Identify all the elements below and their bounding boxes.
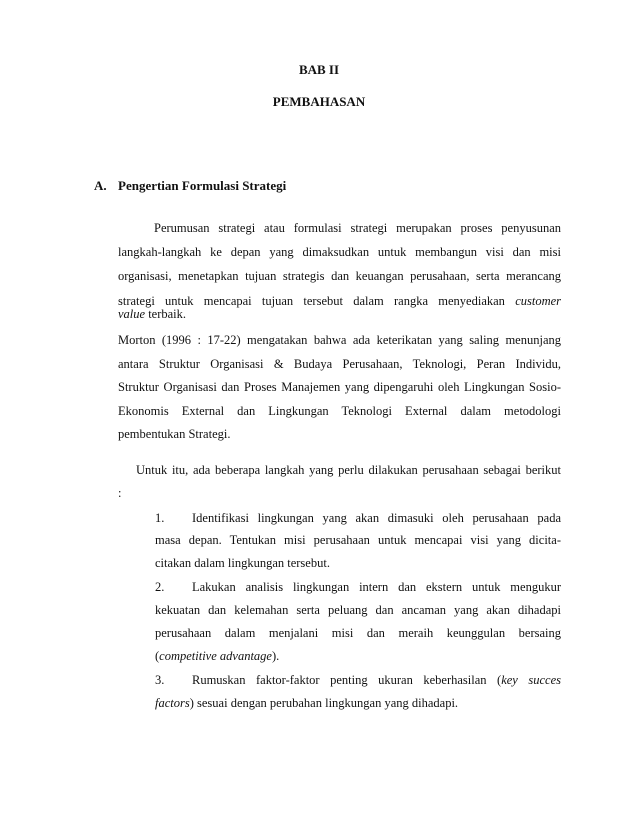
list-item-3-line-2: factors) sesuai dengan perubahan lingkungan yang dihadapi. <box>155 696 459 710</box>
para1-line-5: value terbaik. <box>118 307 187 321</box>
list-item-2-line-3: perusahaan dalam menjalani misi dan meraih keunggulan bersaing <box>155 626 561 640</box>
para2-line-5: pembentukan Strategi. <box>118 427 231 441</box>
chapter-title: PEMBAHASAN <box>272 94 366 109</box>
list-item-1-line-3: citakan dalam lingkungan tersebut. <box>155 556 330 570</box>
list-item-2-line-1: 2. Lakukan analisis lingkungan intern dan ekstern untuk mengukur <box>155 580 561 594</box>
list-item-2-line-4: (competitive advantage). <box>155 649 280 663</box>
para1-line-1: Perumusan strategi atau formulasi strategi merupakan proses penyusunan <box>154 221 561 235</box>
chapter-number: BAB II <box>298 62 340 77</box>
section-letter: A. <box>94 178 107 193</box>
section-title: Pengertian Formulasi Strategi <box>118 178 287 193</box>
para1-line-3: organisasi, menetapkan tujuan strategis dan keuangan perusahaan, serta merancang <box>118 269 561 283</box>
para2-line-3: Struktur Organisasi dan Proses Manajemen yang dipengaruhi oleh Lingkungan Sosio- <box>118 380 561 394</box>
para3-line-1: Untuk itu, ada beberapa langkah yang perlu dilakukan perusahaan sebagai berikut <box>136 463 561 477</box>
list-item-3-line-1: 3. Rumuskan faktor-faktor penting ukuran keberhasilan (key succes <box>155 673 561 687</box>
list-item-2-line-2: kekuatan dan kelemahan serta peluang dan ancaman yang akan dihadapi <box>155 603 561 617</box>
para3-line-2: : <box>118 486 122 500</box>
list-item-3-number: 3. <box>155 673 165 687</box>
para2-line-4: Ekonomis External dan Lingkungan Teknologi External dalam metodologi <box>118 404 561 418</box>
list-item-1-line-2: masa depan. Tentukan misi perusahaan untuk mencapai visi yang dicita- <box>155 533 561 547</box>
section-heading <box>94 178 286 194</box>
list-item-1-number: 1. <box>155 511 165 525</box>
para2-line-1: Morton (1996 : 17-22) mengatakan bahwa ada keterikatan yang saling menunjang <box>118 333 561 347</box>
para1-line-4: strategi untuk mencapai tujuan tersebut dalam rangka menyediakan customer <box>118 294 562 308</box>
para1-line-2: langkah-langkah ke depan yang dimaksudkan untuk membangun visi dan misi <box>118 245 561 259</box>
para2-line-2: antara Struktur Organisasi & Budaya Perusahaan, Teknologi, Peran Individu, <box>118 357 561 371</box>
list-item-1-line-1: 1. Identifikasi lingkungan yang akan dimasuki oleh perusahaan pada <box>155 511 561 525</box>
list-item-2-number: 2. <box>155 580 165 594</box>
